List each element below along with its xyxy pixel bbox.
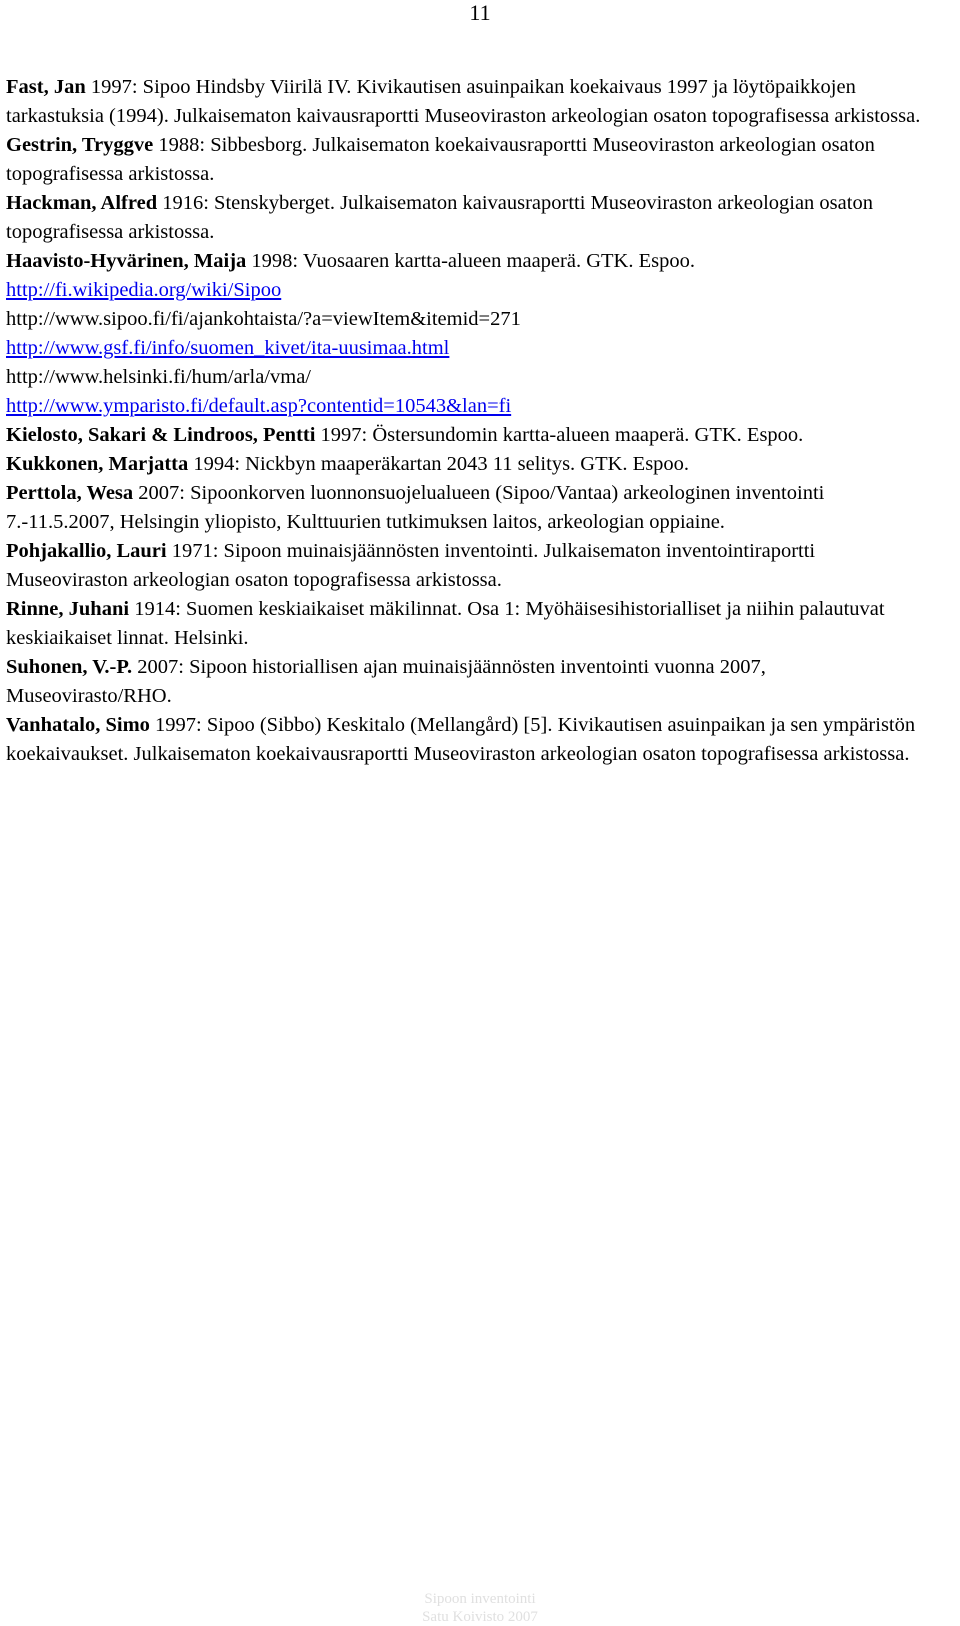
reference-text: 1998: Vuosaaren kartta-alueen maaperä. GTK. Espoo.: [246, 250, 695, 272]
reference-author: Rinne, Juhani: [6, 598, 130, 620]
reference-text: 1971: Sipoon muinaisjäännösten inventointi. Julkaisematon inventointiraportti Museoviraston arkeologian osaton topografisessa arkistossa.: [6, 540, 816, 591]
reference-entry-pohjakallio: [6, 537, 930, 595]
link-wikipedia-sipoo: [6, 276, 930, 305]
reference-entry-perttola: [6, 479, 930, 537]
reference-author: Hackman, Alfred: [6, 192, 158, 214]
reference-entry-kukkonen: [6, 450, 930, 479]
reference-author: Haavisto-Hyvärinen, Maija: [6, 250, 247, 272]
link-gsf-kivet: [6, 334, 930, 363]
footer-title: Sipoon inventointi: [424, 1591, 536, 1607]
link-sipoo-ajankohtaista: [6, 305, 930, 334]
reference-text: 1916: Stenskyberget. Julkaisematon kaivausraportti Museoviraston arkeologian osaton topografisessa arkistossa.: [6, 192, 873, 243]
reference-author: Pohjakallio, Lauri: [6, 540, 167, 562]
reference-entry-fast: [6, 73, 930, 131]
reference-text: 1997: Östersundomin kartta-alueen maaperä. GTK. Espoo.: [315, 424, 804, 446]
sipoo-url-text: http://www.sipoo.fi/fi/ajankohtaista/?a=viewItem&itemid=271: [6, 308, 521, 330]
reference-text: 2007: Sipoonkorven luonnonsuojelualueen (Sipoo/Vantaa) arkeologinen inventointi 7.-11.5.2007, Helsingin yliopisto, Kulttuurien tutkimuksen laitos, arkeologian oppiaine.: [6, 482, 825, 533]
reference-entry-gestrin: [6, 131, 930, 189]
reference-text: 1997: Sipoo Hindsby Viirilä IV. Kivikautisen asuinpaikan koekaivaus 1997 ja löytöpaikkojen tarkastuksia (1994). Julkaisematon kaivausraportti Museoviraston arkeologian osaton topografisessa arkistossa.: [6, 76, 921, 127]
wikipedia-link[interactable]: http://fi.wikipedia.org/wiki/Sipoo: [6, 279, 282, 301]
ymparisto-link[interactable]: http://www.ymparisto.fi/default.asp?contentid=10543&lan=fi: [6, 395, 512, 417]
link-helsinki-vma: [6, 363, 930, 392]
reference-text: 1994: Nickbyn maaperäkartan 2043 11 selitys. GTK. Espoo.: [188, 453, 690, 475]
reference-entry-rinne: [6, 595, 930, 653]
reference-author: Kukkonen, Marjatta: [6, 453, 189, 475]
reference-author: Perttola, Wesa: [6, 482, 134, 504]
reference-entry-kielosto: [6, 421, 930, 450]
reference-list: [6, 73, 930, 769]
helsinki-url-text: http://www.helsinki.fi/hum/arla/vma/: [6, 366, 311, 388]
reference-author: Fast, Jan: [6, 76, 86, 98]
reference-entry-suhonen: [6, 653, 930, 711]
footer-author: Satu Koivisto 2007: [422, 1609, 538, 1625]
page-number: 11: [469, 0, 491, 25]
reference-author: Gestrin, Tryggve: [6, 134, 154, 156]
gsf-link[interactable]: http://www.gsf.fi/info/suomen_kivet/ita-uusimaa.html: [6, 337, 450, 359]
reference-text: 1914: Suomen keskiaikaiset mäkilinnat. Osa 1: Myöhäisesihistorialliset ja niihin palautuvat keskiaikaiset linnat. Helsinki.: [6, 598, 885, 649]
reference-author: Suhonen, V.-P.: [6, 656, 133, 678]
reference-author: Kielosto, Sakari & Lindroos, Pentti: [6, 424, 316, 446]
reference-text: 2007: Sipoon historiallisen ajan muinaisjäännösten inventointi vuonna 2007, Museovirasto/RHO.: [6, 656, 766, 707]
reference-author: Vanhatalo, Simo: [6, 714, 150, 736]
reference-entry-haavisto: [6, 247, 930, 276]
link-ymparisto: [6, 392, 930, 421]
reference-text: 1988: Sibbesborg. Julkaisematon koekaivausraportti Museoviraston arkeologian osaton topografisessa arkistossa.: [6, 134, 875, 185]
reference-entry-hackman: [6, 189, 930, 247]
reference-entry-vanhatalo: [6, 711, 930, 769]
reference-text: 1997: Sipoo (Sibbo) Keskitalo (Mellangård) [5]. Kivikautisen asuinpaikan ja sen ympäristön koekaivaukset. Julkaisematon koekaivausraportti Museoviraston arkeologian osaton topografisessa arkistossa.: [6, 714, 916, 765]
